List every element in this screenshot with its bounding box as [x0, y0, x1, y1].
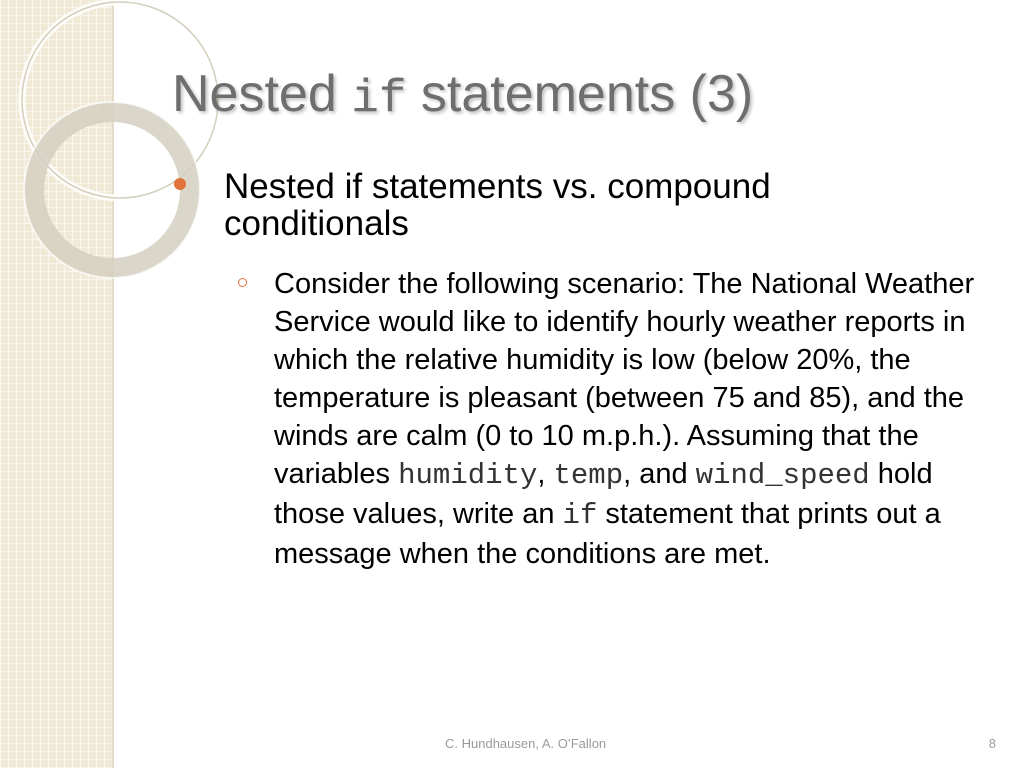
title-text-prefix: Nested	[172, 65, 352, 123]
title-code-keyword: if	[351, 73, 407, 125]
decorative-rings	[0, 0, 160, 300]
page-number: 8	[988, 736, 996, 751]
bullet-dot-icon	[174, 178, 186, 190]
slide-title	[172, 58, 753, 135]
scenario-text-4: hold those values, write an	[274, 458, 933, 530]
code-temp: temp	[553, 459, 624, 492]
code-humidity: humidity	[398, 459, 538, 492]
scenario-text-2: ,	[537, 458, 554, 490]
code-if: if	[562, 499, 598, 532]
scenario-text-3: , and	[623, 458, 696, 490]
code-wind-speed: wind_speed	[695, 459, 870, 492]
bullet-ring-icon	[238, 278, 247, 287]
scenario-text-1: Consider the following scenario: The National Weather Service would like to identify hourly weather reports in which the relative humidity is low (below 20%, the temperature is pleasant (between 75 and 85), and the winds are calm (0 to 10 m.p.h.). Assuming that the variables	[274, 268, 975, 490]
title-text-suffix: statements (3)	[406, 65, 754, 123]
scenario-text-5: statement that prints out a message when the conditions are met.	[274, 498, 941, 570]
footer-authors: C. Hundhausen, A. O’Fallon	[445, 736, 607, 751]
bullet-level-2	[274, 265, 1004, 573]
bullet-level-1: Nested if statements vs. compound conditionals	[224, 167, 771, 243]
